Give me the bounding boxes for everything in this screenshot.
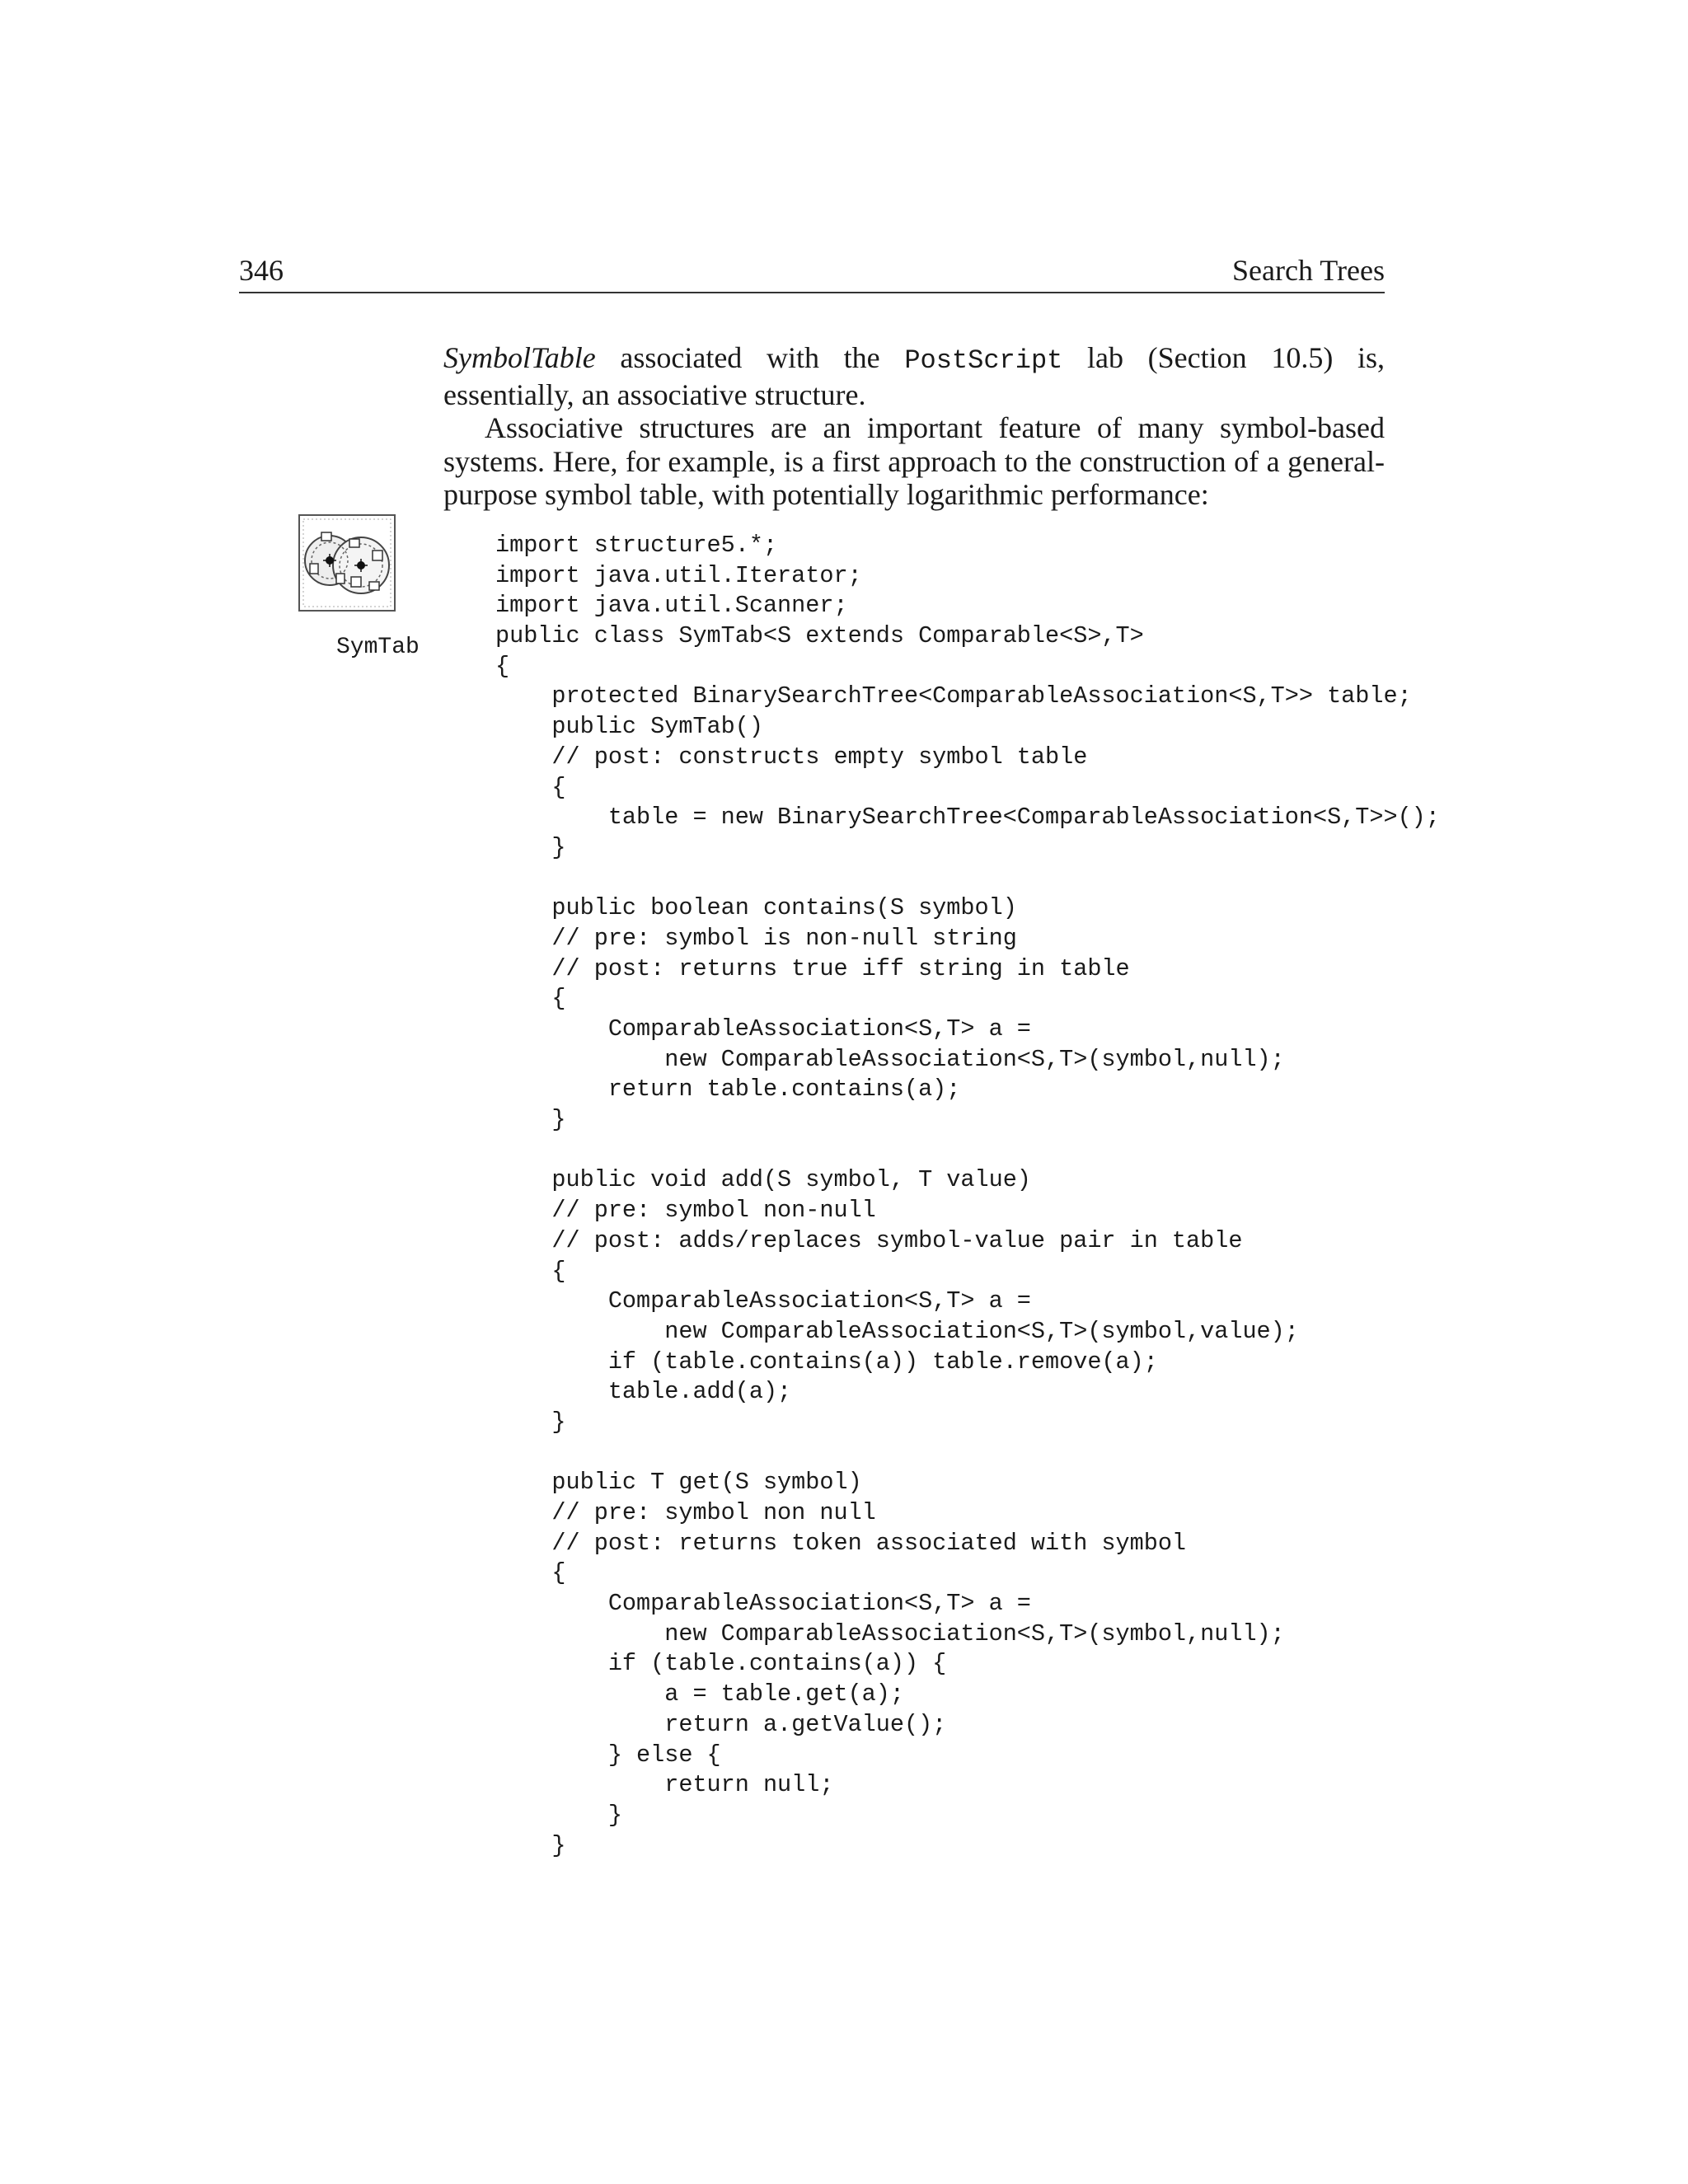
page-number: 346 <box>239 254 284 287</box>
code-line: // post: returns true iff string in table <box>495 954 1130 982</box>
code-line: if (table.contains(a)) { <box>495 1650 947 1678</box>
code-line: public void add(S symbol, T value) <box>495 1166 1031 1194</box>
code-line: ComparableAssociation<S,T> a = <box>495 1590 1031 1618</box>
code-line: if (table.contains(a)) table.remove(a); <box>495 1347 1158 1376</box>
code-line: import structure5.*; <box>495 532 778 559</box>
code-line: // pre: symbol non null <box>495 1499 876 1526</box>
code-line <box>495 1136 1402 1166</box>
code-line: ComparableAssociation<S,T> a = <box>495 1287 1031 1315</box>
code-line: // pre: symbol is non-null string <box>495 924 1017 952</box>
code-line: } <box>495 1831 566 1859</box>
code-line: public SymTab() <box>495 713 763 741</box>
code-line: public class SymTab<S extends Comparable<S>,T> <box>495 622 1144 650</box>
page-header <box>239 252 1385 293</box>
code-line: a = table.get(a); <box>495 1680 904 1708</box>
code-line: } <box>495 1801 622 1829</box>
gears-icon <box>298 514 396 612</box>
code-line: table.add(a); <box>495 1378 792 1406</box>
code-line: import java.util.Scanner; <box>495 592 848 620</box>
code-line: { <box>495 985 566 1013</box>
code-line: return table.contains(a); <box>495 1076 961 1104</box>
code-line: // post: constructs empty symbol table <box>495 743 1088 771</box>
paragraph-2: Associative structures are an important feature of many symbol-based systems. Here, for example, is a first approach to the construction of a general-purpose symbol table, with potentially logarithmic performance: <box>443 411 1385 511</box>
code-line: } <box>495 1106 566 1134</box>
code-line: { <box>495 773 566 801</box>
code-line: protected BinarySearchTree<ComparableAssociation<S,T>> table; <box>495 682 1412 710</box>
code-line: return null; <box>495 1771 834 1799</box>
postscript-term: PostScript <box>904 345 1063 376</box>
body-text <box>443 341 1385 512</box>
paragraph-1-text-b: lab (Section 10.5) is, essentially, an associative structure. <box>443 341 1385 411</box>
code-line: { <box>495 1257 566 1285</box>
code-line: // pre: symbol non-null <box>495 1197 876 1225</box>
code-line <box>495 864 1402 894</box>
code-line: table = new BinarySearchTree<ComparableAssociation<S,T>>(); <box>495 804 1440 832</box>
running-title: Search Trees <box>1232 254 1385 287</box>
code-line <box>495 1438 1402 1469</box>
code-line: // post: returns token associated with symbol <box>495 1529 1187 1557</box>
code-line: ComparableAssociation<S,T> a = <box>495 1015 1031 1043</box>
code-line: new ComparableAssociation<S,T>(symbol,null); <box>495 1045 1285 1073</box>
code-line: return a.getValue(); <box>495 1710 947 1738</box>
code-listing <box>495 531 1440 1861</box>
code-line: new ComparableAssociation<S,T>(symbol,value); <box>495 1317 1299 1345</box>
code-line: { <box>495 1559 566 1587</box>
paragraph-1 <box>443 341 1385 411</box>
code-line: public boolean contains(S symbol) <box>495 894 1017 922</box>
code-line: } else { <box>495 1741 721 1769</box>
code-line: { <box>495 652 510 680</box>
code-line: // post: adds/replaces symbol-value pair in table <box>495 1226 1243 1254</box>
code-line: public T get(S symbol) <box>495 1469 862 1497</box>
code-line: } <box>495 1408 566 1436</box>
symboltable-term: SymbolTable <box>443 341 596 374</box>
code-line: new ComparableAssociation<S,T>(symbol,null); <box>495 1619 1285 1647</box>
margin-label: SymTab <box>336 635 420 660</box>
code-line: import java.util.Iterator; <box>495 561 862 589</box>
code-line: } <box>495 833 566 861</box>
paragraph-1-text-a: associated with the <box>595 341 905 374</box>
